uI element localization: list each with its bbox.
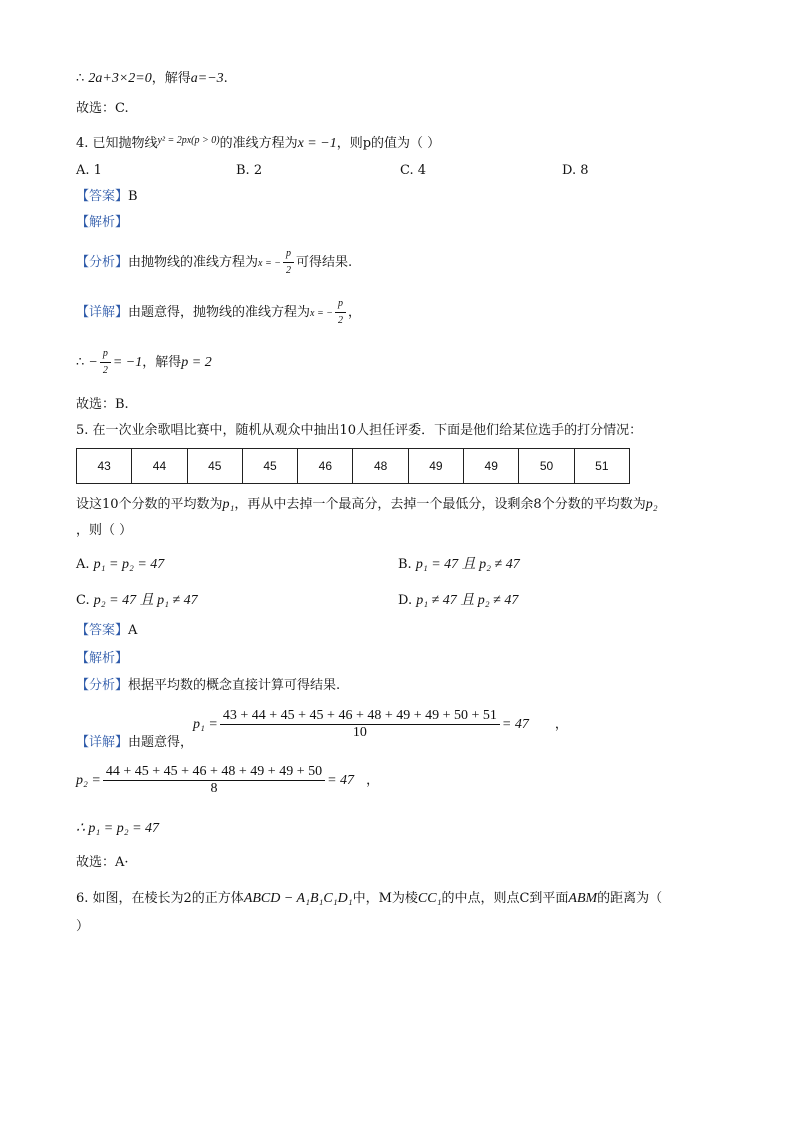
- q5-choose: 故选：A·: [76, 855, 129, 870]
- edge-name: CC₁: [417, 891, 442, 906]
- score-cell: 46: [298, 449, 353, 484]
- fraction-p1: $\frac{43 + 44 + 45 + 45 + 46 + 48 + 49 + 49 + 50 + 51}{10}$: [220, 708, 500, 741]
- q5-fenxi: 【分析】根据平均数的概念直接计算可得结果.: [76, 678, 341, 693]
- q5-conclusion: ∴ p₁ = p₂ = 47: [76, 821, 160, 836]
- parabola-equation: y² = 2px(p > 0): [157, 135, 220, 146]
- q6-stem: 6. 如图，在棱长为2的正方体ABCD − A₁B₁C₁D₁中，M为棱CC₁的中点，则点C到平面ABM的距离为（: [76, 891, 663, 906]
- q5-option-c: C. p₂ = 47 且 p₁ ≠ 47: [76, 593, 198, 608]
- equation: 2a+3×2=0: [88, 71, 152, 86]
- q5-line2: ，则（ ）: [76, 523, 133, 538]
- fraction-p-over-2: $\frac{p}{2}$: [335, 296, 346, 329]
- q4-xiangjie: 【详解】由题意得，抛物线的准线方程为x = − $\frac{p}{2}$ ，: [76, 296, 361, 329]
- equation-result: a=−3: [190, 71, 224, 86]
- plane-name: ABM: [568, 891, 598, 906]
- score-cell: 49: [464, 449, 519, 484]
- q4-analysis-tag: 【解析】: [76, 215, 129, 230]
- directrix-equation: x = −1: [297, 136, 337, 151]
- q4-option-c: C. 4: [400, 163, 427, 178]
- q5-option-d: D. p₁ ≠ 47 且 p₂ ≠ 47: [398, 593, 519, 608]
- q4-step: ∴ − $\frac{p}{2}$ = −1，解得p = 2: [76, 348, 212, 376]
- q5-line1: 设这10个分数的平均数为p₁，再从中去掉一个最高分，去掉一个最低分，设剩余8个分数的平均数为p₂: [76, 497, 658, 512]
- intro-choose: 故选：C.: [76, 101, 129, 116]
- q4-option-d: D. 8: [562, 163, 589, 178]
- q5-answer: 【答案】A: [76, 623, 138, 638]
- q5-xiangjie: 【详解】由题意得，p₁ = $\frac{43 + 44 + 45 + 45 + 46 + 48 + 49 + 49 + 50 + 51}{10}$ = 47 ，: [76, 708, 568, 750]
- intro-equation-line: ∴ 2a+3×2=0，解得a=−3.: [76, 71, 228, 86]
- q4-option-b: B. 2: [236, 163, 263, 178]
- score-cell: 45: [187, 449, 242, 484]
- score-cell: 49: [408, 449, 463, 484]
- score-cell: 50: [519, 449, 574, 484]
- cube-name: ABCD − A₁B₁C₁D₁: [243, 891, 353, 906]
- score-cell: 45: [242, 449, 297, 484]
- q4-fenxi: 【分析】由抛物线的准线方程为x = − $\frac{p}{2}$ 可得结果.: [76, 246, 352, 279]
- score-cell: 51: [574, 449, 629, 484]
- score-cell: 43: [77, 449, 132, 484]
- fraction-p-over-2: $\frac{p}{2}$: [283, 246, 294, 279]
- q4-stem: 4. 已知抛物线$^{y^2 = 2px(p > 0)}$的准线方程为x = −1，则p的值为（ ）: [76, 135, 441, 151]
- q5-p2-formula: p₂ = $\frac{44 + 45 + 45 + 46 + 48 + 49 + 49 + 50}{8}$ = 47 ，: [76, 764, 380, 796]
- q4-answer: 【答案】B: [76, 189, 138, 204]
- scores-table: [76, 448, 630, 484]
- score-cell: 44: [132, 449, 187, 484]
- q5-option-b: B. p₁ = 47 且 p₂ ≠ 47: [398, 557, 520, 572]
- q6-stem-end: ）: [76, 919, 90, 934]
- fraction-p2: $\frac{44 + 45 + 45 + 46 + 48 + 49 + 49 + 50}{8}$: [103, 764, 325, 797]
- q5-option-a: A. p₁ = p₂ = 47: [76, 557, 165, 572]
- q5-stem: 5. 在一次业余歌唱比赛中，随机从观众中抽出10人担任评委．下面是他们给某位选手的打分情况：: [76, 423, 643, 438]
- table-row: [77, 449, 630, 484]
- q4-choose: 故选：B.: [76, 397, 129, 412]
- q4-option-a: A. 1: [76, 163, 102, 178]
- q5-analysis-tag: 【解析】: [76, 651, 129, 666]
- score-cell: 48: [353, 449, 408, 484]
